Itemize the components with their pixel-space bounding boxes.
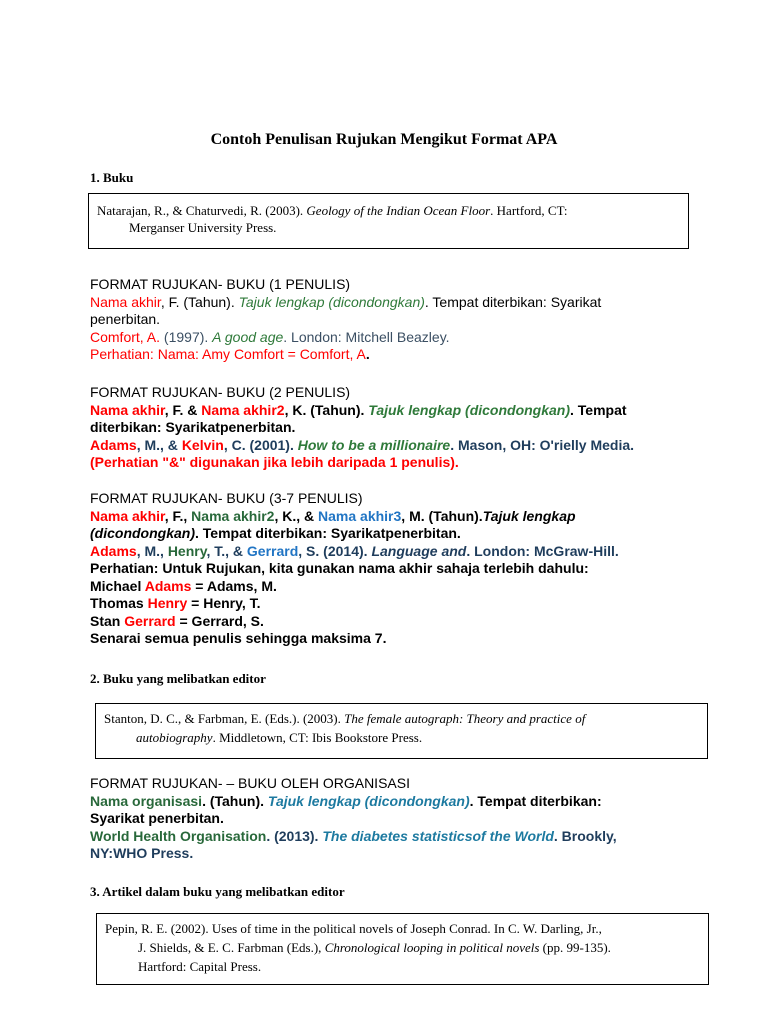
section-heading-buku: 1. Buku [90,170,134,185]
format-line: diterbikan: Syarikatpenerbitan. [90,419,296,435]
format-line: Adams, M., Henry, T., & Gerrard, S. (2014). Language and. London: McGraw-Hill. [90,542,619,559]
format-line: Senarai semua penulis sehingga maksima 7. [90,630,387,646]
section-heading-artikel-editor: 3. Artikel dalam buku yang melibatkan editor [90,884,345,899]
format-buku-2-penulis [90,384,690,472]
example-line: Natarajan, R., & Chaturvedi, R. (2003). Geology of the Indian Ocean Floor. Hartford, CT: [97,203,568,218]
format-line: (Perhatian "&" digunakan jika lebih daripada 1 penulis). [90,454,459,470]
format-heading: FORMAT RUJUKAN- BUKU (2 PENULIS) [90,384,351,400]
example-box-buku [88,193,689,249]
format-buku-3-7-penulis [90,490,690,648]
example-line: Merganser University Press. [129,220,277,235]
example-line: Stanton, D. C., & Farbman, E. (Eds.). (2003). The female autograph: Theory and practice of [104,711,586,726]
section-heading-buku-editor: 2. Buku yang melibatkan editor [90,671,266,686]
format-line: Adams, M., & Kelvin, C. (2001). How to be a millionaire. Mason, OH: O'rielly Media. [90,436,635,453]
format-line: Comfort, A. (1997). A good age. London: Mitchell Beazley. [90,328,450,345]
format-line: Thomas Henry = Henry, T. [90,595,261,611]
format-line: World Health Organisation. (2013). The diabetes statisticsof the World. Brookly, [90,827,617,844]
format-buku-1-penulis [90,276,690,364]
format-line: Perhatian: Untuk Rujukan, kita gunakan nama akhir sahaja terlebih dahulu: [90,560,589,576]
page-title: Contoh Penulisan Rujukan Mengikut Format APA [210,131,558,148]
format-heading: FORMAT RUJUKAN- BUKU (3-7 PENULIS) [90,490,363,506]
format-line: Nama akhir, F. (Tahun). Tajuk lengkap (dicondongkan). Tempat diterbikan: Syarikat [90,293,602,310]
format-line: Michael Adams = Adams, M. [90,577,277,594]
format-line: Stan Gerrard = Gerrard, S. [90,612,264,629]
format-line: Nama akhir, F., Nama akhir2, K., & Nama akhir3, M. (Tahun).Tajuk lengkap [90,507,576,524]
example-line: Pepin, R. E. (2002). Uses of time in the political novels of Joseph Conrad. In C. W. Darling, Jr., [105,921,602,936]
example-box-artikel-editor [96,913,709,985]
format-line: penerbitan. [90,311,161,327]
format-line: (dicondongkan). Tempat diterbikan: Syarikatpenerbitan. [90,525,461,541]
example-line: J. Shields, & E. C. Farbman (Eds.), Chronological looping in political novels (pp. 99-135). [138,940,611,955]
format-line: Nama akhir, F. & Nama akhir2, K. (Tahun). Tajuk lengkap (dicondongkan). Tempat [90,401,627,418]
format-heading: FORMAT RUJUKAN- BUKU (1 PENULIS) [90,276,351,292]
example-box-buku-editor [95,703,708,759]
format-line: Nama organisasi. (Tahun). Tajuk lengkap (dicondongkan). Tempat diterbikan: [90,792,602,809]
format-line: NY:WHO Press. [90,845,194,861]
format-heading: FORMAT RUJUKAN- – BUKU OLEH ORGANISASI [90,775,410,791]
example-line: Hartford: Capital Press. [138,959,262,974]
format-buku-organisasi [90,775,690,863]
format-line: Perhatian: Nama: Amy Comfort = Comfort, A. [90,346,370,362]
example-line: autobiography. Middletown, CT: Ibis Bookstore Press. [136,730,423,745]
format-line: Syarikat penerbitan. [90,810,224,826]
